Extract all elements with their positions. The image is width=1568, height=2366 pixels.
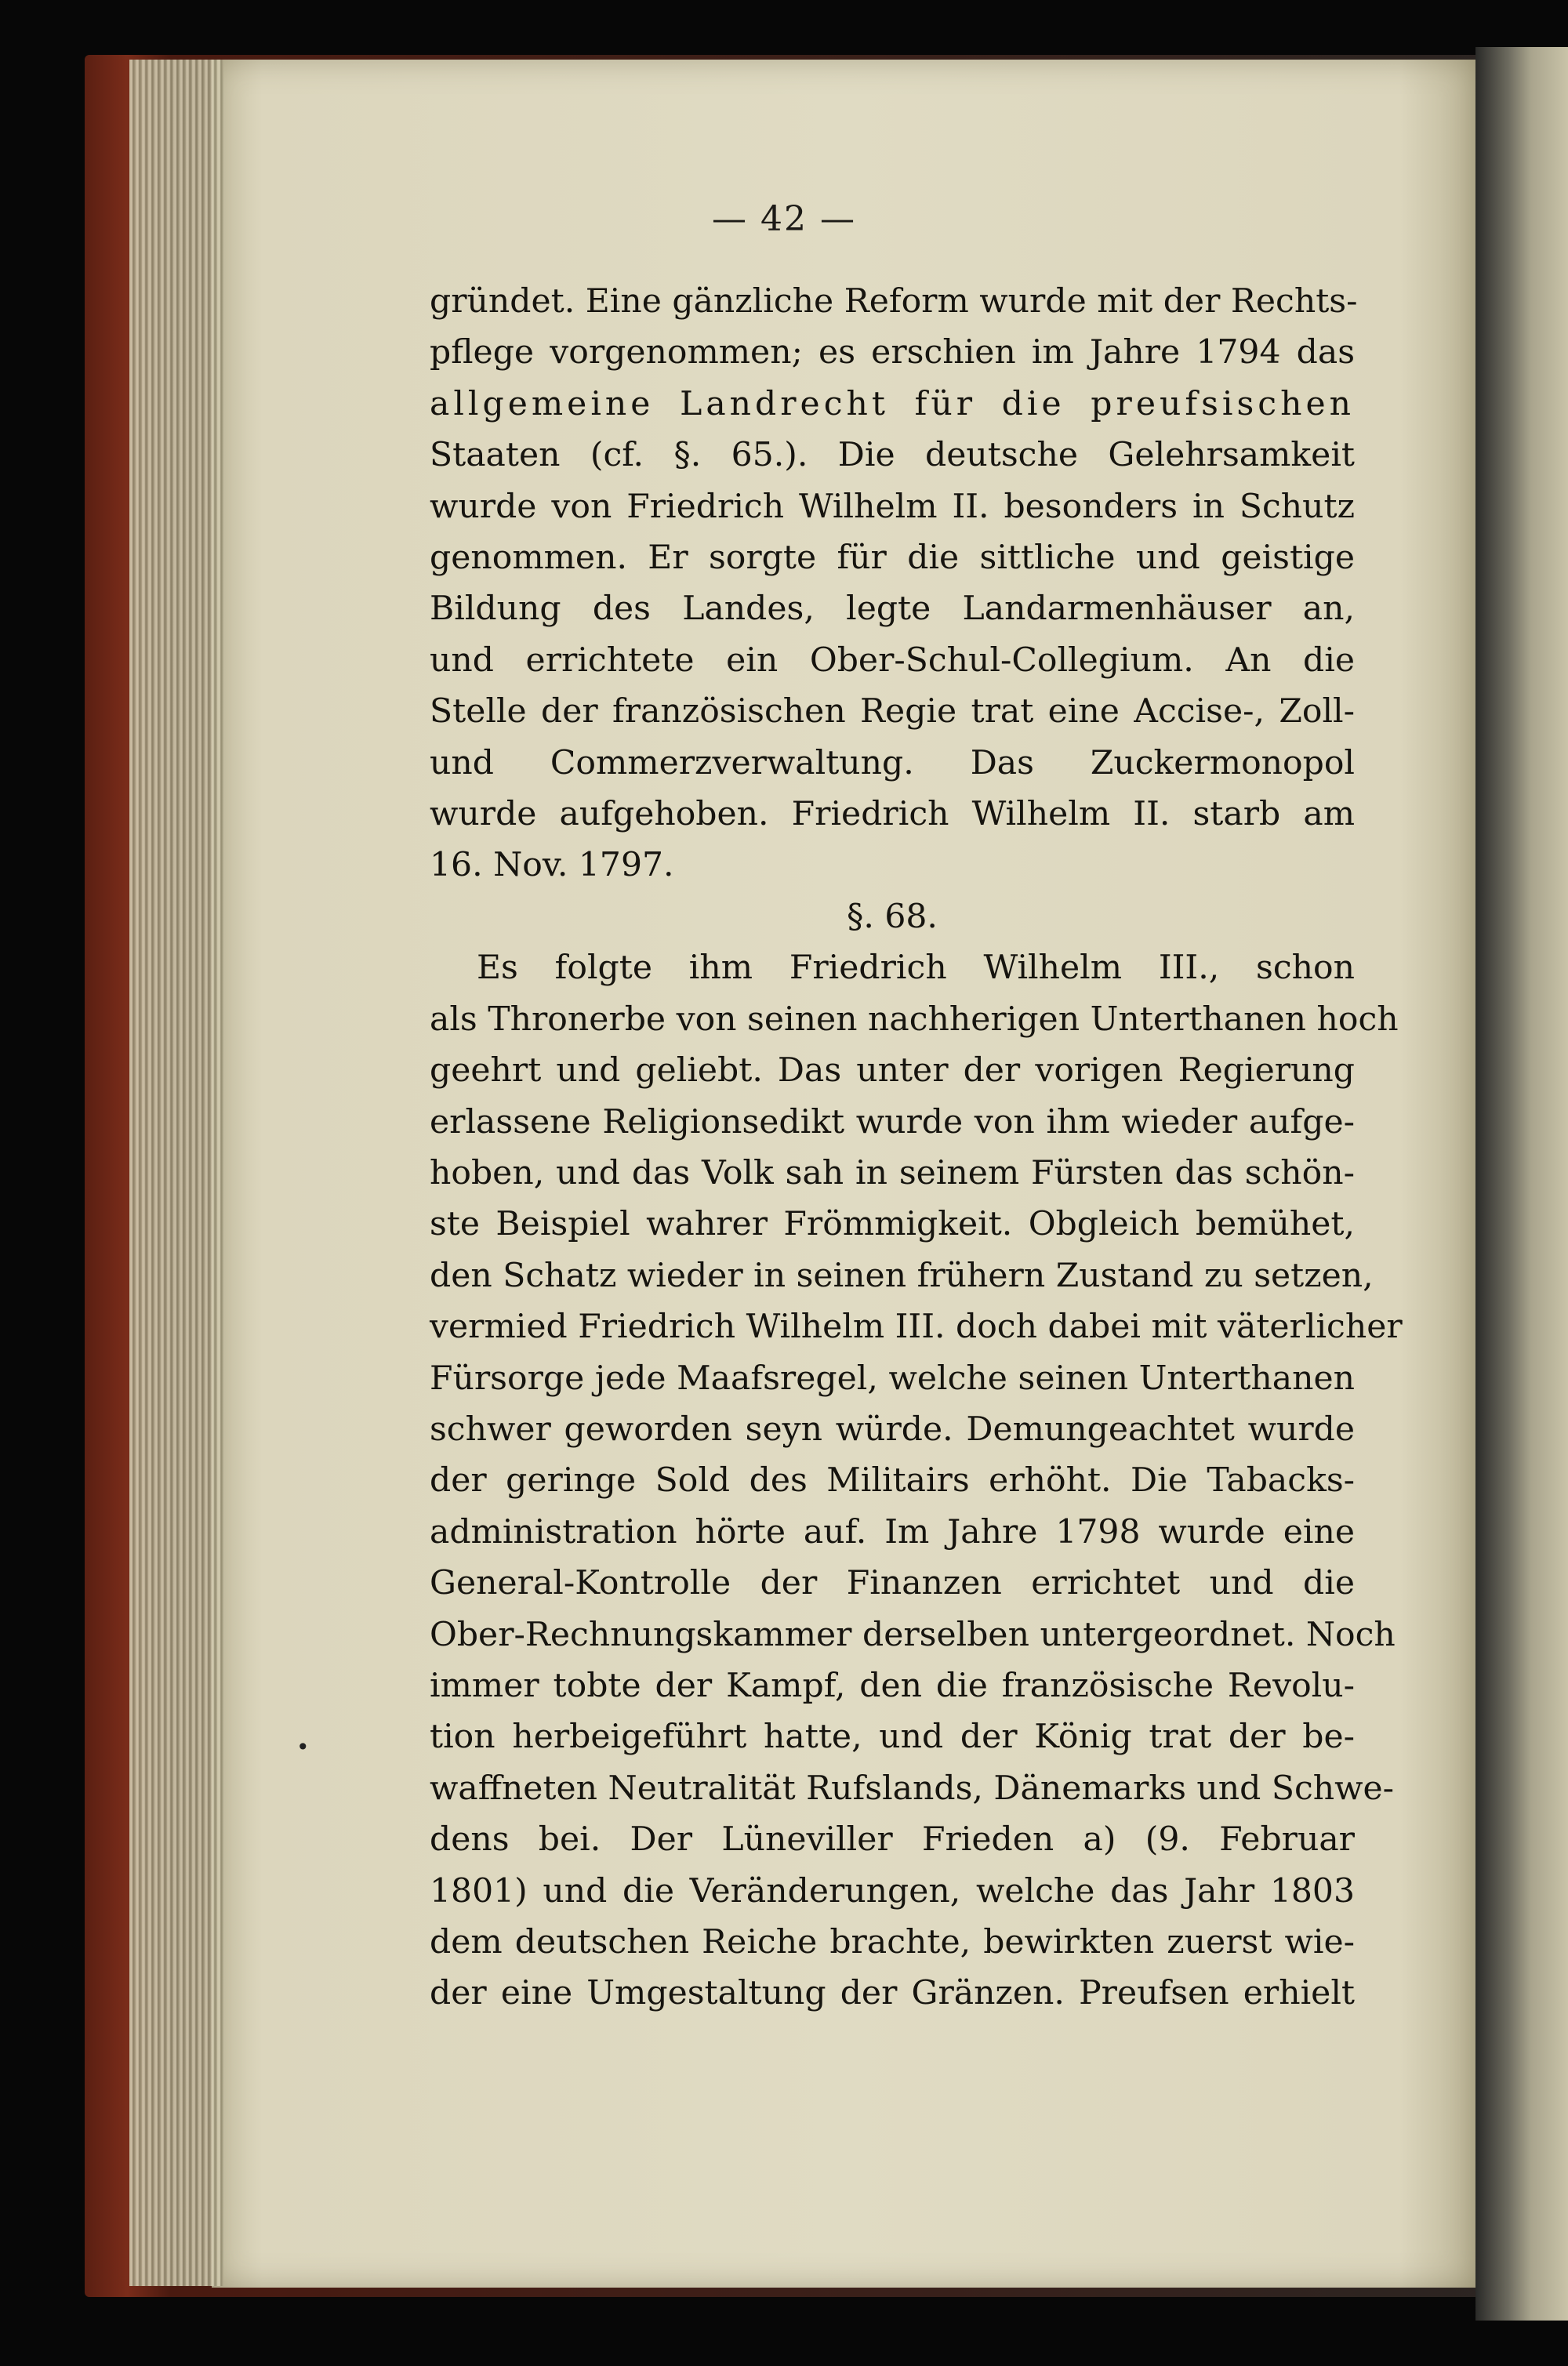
text-line: immer tobte der Kampf, den die französische Revolu- — [430, 1666, 1355, 1705]
text-line: schwer geworden seyn würde. Demungeachtet wurde — [430, 1410, 1355, 1449]
text-line: allgemeine Landrecht für die preufsischen — [430, 384, 1355, 423]
text-line: Staaten (cf. §. 65.). Die deutsche Gelehrsamkeit — [430, 436, 1355, 475]
text-line: General-Kontrolle der Finanzen errichtet und die — [430, 1564, 1355, 1603]
text-line: Stelle der französischen Regie trat eine Accise-, Zoll- — [430, 692, 1355, 731]
text-line: der geringe Sold des Militairs erhöht. Die Tabacks- — [430, 1461, 1355, 1501]
text-line: und Commerzverwaltung. Das Zuckermonopol — [430, 743, 1355, 782]
text-line: waffneten Neutralität Rufslands, Dänemarks und Schwe- — [430, 1769, 1395, 1808]
text-line: wurde von Friedrich Wilhelm II. besonders in Schutz — [430, 487, 1355, 526]
text-line: geehrt und geliebt. Das unter der vorigen Regierung — [430, 1051, 1355, 1090]
text-line: hoben, und das Volk sah in seinem Fürsten das schön- — [430, 1153, 1355, 1192]
text-line: als Thronerbe von seinen nachherigen Unterthanen hoch — [430, 1000, 1399, 1039]
text-line: 16. Nov. 1797. — [430, 846, 674, 885]
text-line: genommen. Er sorgte für die sittliche und geistige — [430, 539, 1355, 578]
text-line: dem deutschen Reiche brachte, bewirkten zuerst wie- — [430, 1923, 1355, 1961]
text-line: administration hörte auf. Im Jahre 1798 wurde eine — [430, 1512, 1355, 1551]
text-line: erlassene Religionsedikt wurde von ihm wieder aufge- — [430, 1102, 1355, 1141]
text-line: Bildung des Landes, legte Landarmenhäuser an, — [430, 590, 1355, 629]
text-line: dens bei. Der Lüneviller Frieden a) (9. Februar — [430, 1820, 1355, 1860]
text-line: pflege vorgenommen; es erschien im Jahre 1794 das — [430, 333, 1355, 372]
text-line: tion herbeigeführt hatte, und der König trat der be- — [430, 1718, 1355, 1757]
text-line: Es folgte ihm Friedrich Wilhelm III., schon — [477, 949, 1355, 988]
margin-mark: • — [296, 1734, 310, 1760]
text-line: wurde aufgehoben. Friedrich Wilhelm II. starb am — [430, 795, 1355, 834]
facing-page-edge — [1475, 47, 1568, 2321]
text-line: gründet. Eine gänzliche Reform wurde mit der Rechts- — [430, 282, 1358, 321]
text-line: vermied Friedrich Wilhelm III. doch dabei mit väterlicher — [430, 1308, 1403, 1347]
text-line: 1801) und die Veränderungen, welche das Jahr 1803 — [430, 1871, 1355, 1911]
text-line: der eine Umgestaltung der Gränzen. Preufsen erhielt — [430, 1974, 1355, 2013]
text-line: und errichtete ein Ober-Schul-Collegium. An die — [430, 640, 1355, 680]
text-line: Ober-Rechnungskammer derselben untergeordnet. Noch — [430, 1615, 1396, 1654]
text-line: Fürsorge jede Maafsregel, welche seinen Unterthanen — [430, 1359, 1355, 1398]
page-number: — 42 — — [712, 199, 856, 239]
page-edges — [129, 60, 223, 2286]
page-text — [430, 276, 1403, 2019]
text-line: ste Beispiel wahrer Frömmigkeit. Obgleich bemühet, — [430, 1205, 1355, 1244]
text-line: den Schatz wieder in seinen frühern Zustand zu setzen, — [430, 1256, 1374, 1295]
section-heading: §. 68. — [847, 897, 938, 936]
